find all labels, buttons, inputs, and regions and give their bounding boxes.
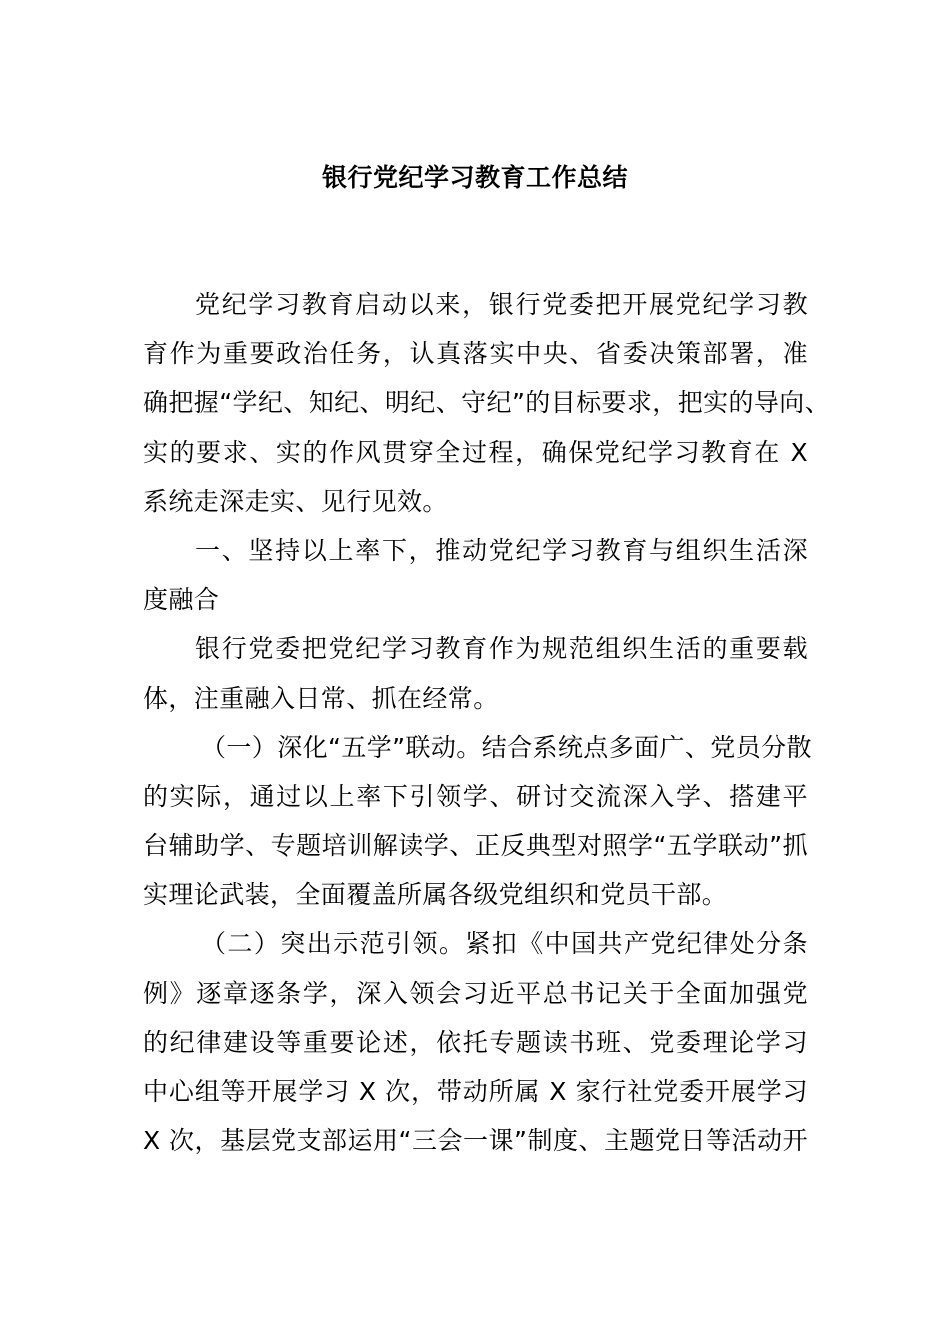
document-body: [143, 280, 831, 1165]
paragraph-line: X 次，基层党支部运用“三会一课”制度、主题党日等活动开: [143, 1126, 808, 1156]
paragraph-line: 银行党委把党纪学习教育作为规范组织生活的重要载: [195, 634, 808, 664]
paragraph-line: 确把握“学纪、知纪、明纪、守纪”的目标要求，把实的导向、: [143, 388, 831, 418]
paragraph-line: 的实际，通过以上率下引领学、研讨交流深入学、搭建平: [143, 781, 808, 811]
paragraph-line: 系统走深走实、见行见效。: [143, 486, 448, 516]
paragraph-line: （二）突出示范引领。紧扣《中国共产党纪律处分条: [201, 929, 808, 959]
paragraph-line: （一）深化“五学”联动。结合系统点多面广、党员分散: [201, 732, 812, 762]
paragraph-line: 例》逐章逐条学，深入领会习近平总书记关于全面加强党: [143, 978, 808, 1008]
paragraph-line: 台辅助学、专题培训解读学、正反典型对照学“五学联动”抓: [143, 831, 808, 861]
paragraph-line: 育作为重要政治任务，认真落实中央、省委决策部署，准: [143, 339, 808, 369]
paragraph-line: 党纪学习教育启动以来，银行党委把开展党纪学习教: [195, 290, 808, 319]
section-heading-line: 度融合: [143, 585, 220, 615]
paragraph-line: 实理论武装，全面覆盖所属各级党组织和党员干部。: [143, 880, 728, 910]
section-heading-line: 一、坚持以上率下，推动党纪学习教育与组织生活深: [195, 535, 808, 565]
document-title: 银行党纪学习教育工作总结: [321, 163, 628, 192]
paragraph-line: 体，注重融入日常、抓在经常。: [143, 683, 499, 713]
paragraph-line: 中心组等开展学习 X 次，带动所属 X 家行社党委开展学习: [143, 1077, 808, 1106]
paragraph-line: 实的要求、实的作风贯穿全过程，确保党纪学习教育在 X: [143, 437, 808, 467]
paragraph-line: 的纪律建设等重要论述，依托专题读书班、党委理论学习: [143, 1027, 808, 1057]
